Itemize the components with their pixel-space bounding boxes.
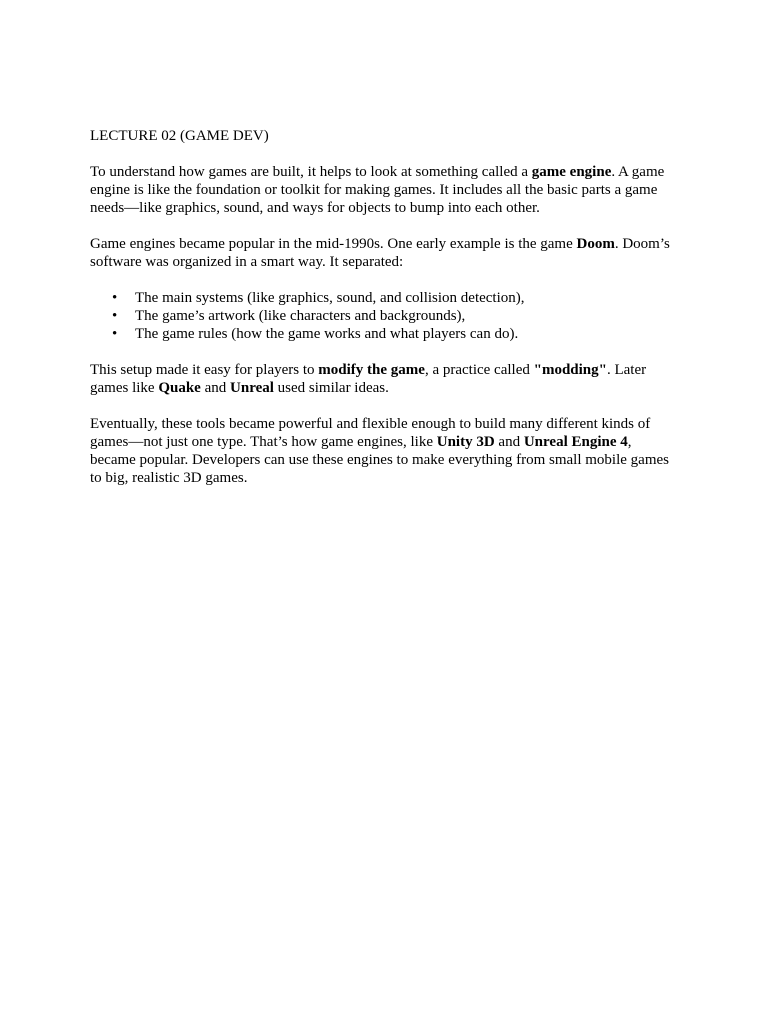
paragraph-game-engine [90,163,680,217]
text-run: This setup made it easy for players to [90,362,319,378]
text-run: . A game engine is like the foundation or toolkit for making games. It includes all the basic parts a game needs—like graphics, sound, and ways for objects to bump into each other. [90,164,665,216]
bullet-icon: • [112,326,118,342]
paragraph-modern-engines [90,415,680,487]
document-page [90,127,680,505]
paragraph-modding [90,361,680,397]
text-run: Game engines became popular in the mid-1990s. One early example is the game [90,236,577,252]
bold-term-quake: Quake [158,380,201,396]
text-run: and [494,434,524,450]
text-run: used similar ideas. [273,380,389,396]
text-run: . Doom’s software was organized in a smart way. It separated: [90,236,670,270]
bullet-list [90,289,680,343]
text-run: and [200,380,231,396]
bold-term-unreal-engine-4: Unreal Engine 4 [523,434,628,450]
list-item-text: The game’s artwork (like characters and backgrounds), [135,308,466,324]
text-run: . Later games like [90,362,647,396]
paragraph-doom [90,235,680,271]
list-item [112,325,680,343]
text-run: Eventually, these tools became powerful and flexible enough to build many different kinds of games—not just one type. That’s how game engines, like [90,416,651,450]
text-run: , became popular. Developers can use these engines to make everything from small mobile games to big, realistic 3D games. [90,434,669,486]
document-title: LECTURE 02 (GAME DEV) [90,128,269,144]
bold-term-unreal: Unreal [230,380,274,396]
bullet-icon: • [112,308,118,324]
bullet-icon: • [112,290,118,306]
bold-term-unity-3d: Unity 3D [436,434,495,450]
text-run: To understand how games are built, it helps to look at something called a [90,164,532,180]
list-item [112,307,680,325]
bold-term-modify-the-game: modify the game [318,362,425,378]
bold-term-doom: Doom [576,236,615,252]
bold-term-game-engine: game engine [531,164,612,180]
list-item-text: The game rules (how the game works and what players can do). [135,326,519,342]
bold-term-modding: "modding" [533,362,607,378]
list-item-text: The main systems (like graphics, sound, and collision detection), [135,290,525,306]
text-run: , a practice called [424,362,534,378]
list-item [112,289,680,307]
